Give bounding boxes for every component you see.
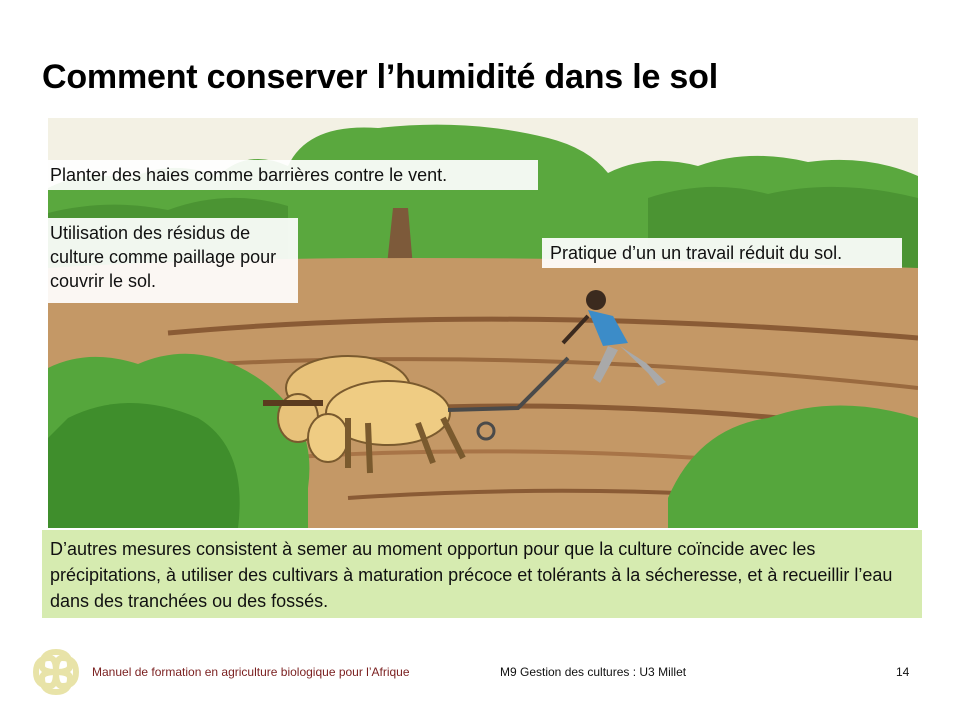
slide-title: Comment conserver l’humidité dans le sol <box>42 58 718 96</box>
footer-manual-title: Manuel de formation en agriculture biologique pour l’Afrique <box>92 665 410 679</box>
knot-logo-icon <box>30 646 82 698</box>
caption-residues: Utilisation des résidus de culture comme paillage pour couvrir le sol. <box>42 218 298 303</box>
page-number: 14 <box>896 665 910 679</box>
caption-reduced-tillage: Pratique d’un un travail réduit du sol. <box>542 238 902 268</box>
note-box: D’autres mesures consistent à semer au moment opportun pour que la culture coïncide avec les précipitations, à utiliser des cultivars à maturation précoce et tolérants à la sécheresse, et à recueillir l’eau dans des tranchées ou des fossés. <box>42 530 922 618</box>
caption-hedges: Planter des haies comme barrières contre le vent. <box>42 160 538 190</box>
footer-module: M9 Gestion des cultures : U3 Millet <box>500 665 687 679</box>
